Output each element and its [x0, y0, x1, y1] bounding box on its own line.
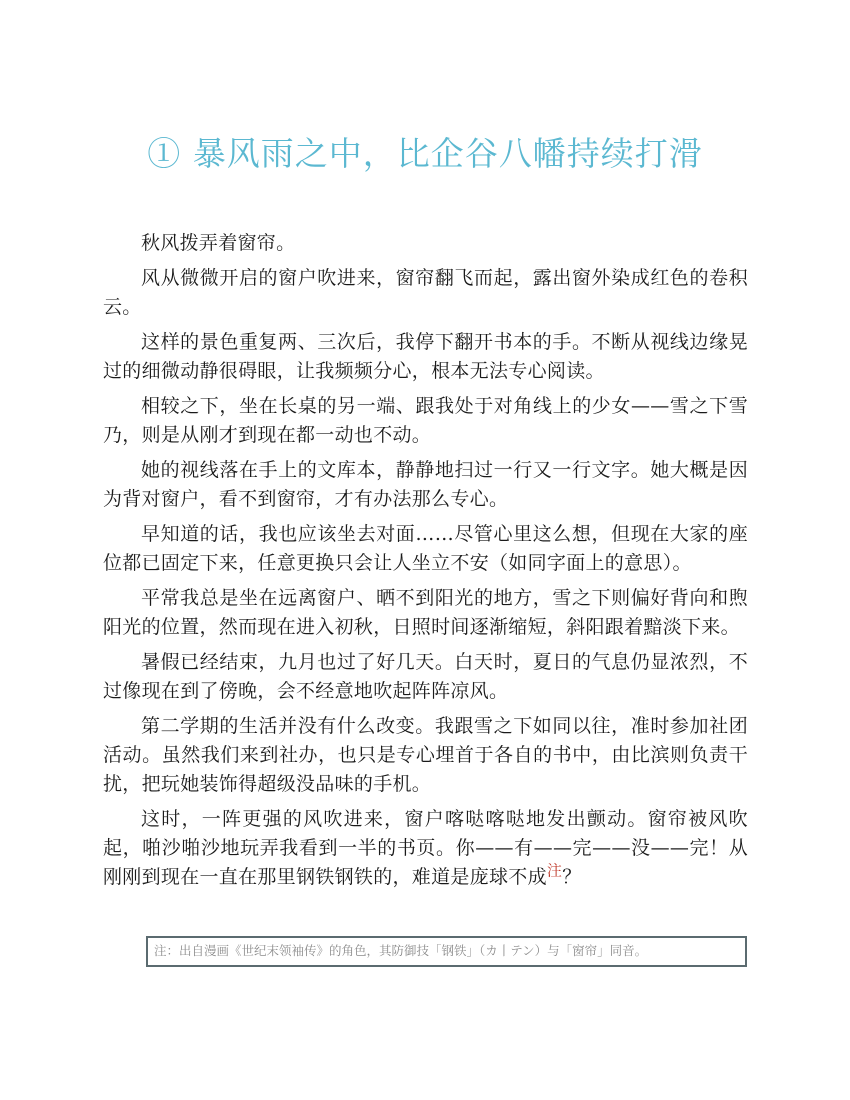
- paragraph: 暑假已经结束，九月也过了好几天。白天时，夏日的气息仍显浓烈，不过像现在到了傍晚，会不经意地吹起阵阵凉风。: [103, 651, 748, 702]
- paragraph: 她的视线落在手上的文库本，静静地扫过一行又一行文字。她大概是因为背对窗户，看不到窗帘，才有办法那么专心。: [103, 459, 748, 510]
- chapter-title: ① 暴风雨之中，比企谷八幡持续打滑: [147, 134, 703, 173]
- paragraph: 早知道的话，我也应该坐去对面……尽管心里这么想，但现在大家的座位都已固定下来，任意更换只会让人坐立不安（如同字面上的意思）。: [103, 523, 748, 574]
- paragraph-last-ending: ？: [562, 866, 582, 888]
- paragraph: 风从微微开启的窗户吹进来，窗帘翻飞而起，露出窗外染成红色的卷积云。: [103, 267, 748, 318]
- footnote-reference[interactable]: 注: [546, 861, 563, 880]
- paragraph: 平常我总是坐在远离窗户、晒不到阳光的地方，雪之下则偏好背向和煦阳光的位置，然而现在进入初秋，日照时间逐渐缩短，斜阳跟着黯淡下来。: [103, 587, 748, 638]
- body-text: [103, 229, 748, 898]
- paragraph-last-text: 这时，一阵更强的风吹进来，窗户喀哒喀哒地发出颤动。窗帘被风吹起，啪沙啪沙地玩弄我看到一半的书页。你——有——完——没——完！从刚刚到现在一直在那里钢铁钢铁的，难道是庞球不成: [103, 808, 748, 888]
- paragraph: 秋风拨弄着窗帘。: [141, 232, 296, 254]
- footnote-text: 注：出自漫画《世纪末领袖传》的角色，其防御技「钢铁」（カ丨テン）与「窗帘」同音。: [154, 943, 648, 958]
- paragraph-last: [103, 805, 748, 892]
- paragraph: 相较之下，坐在长桌的另一端、跟我处于对角线上的少女——雪之下雪乃，则是从刚才到现在都一动也不动。: [103, 395, 748, 446]
- paragraph: 第二学期的生活并没有什么改变。我跟雪之下如同以往，准时参加社团活动。虽然我们来到社办，也只是专心埋首于各自的书中，由比滨则负责干扰，把玩她装饰得超级没品味的手机。: [103, 715, 748, 795]
- footnote-box: [146, 936, 747, 967]
- paragraph: 这样的景色重复两、三次后，我停下翻开书本的手。不断从视线边缘晃过的细微动静很碍眼，让我频频分心，根本无法专心阅读。: [103, 331, 748, 382]
